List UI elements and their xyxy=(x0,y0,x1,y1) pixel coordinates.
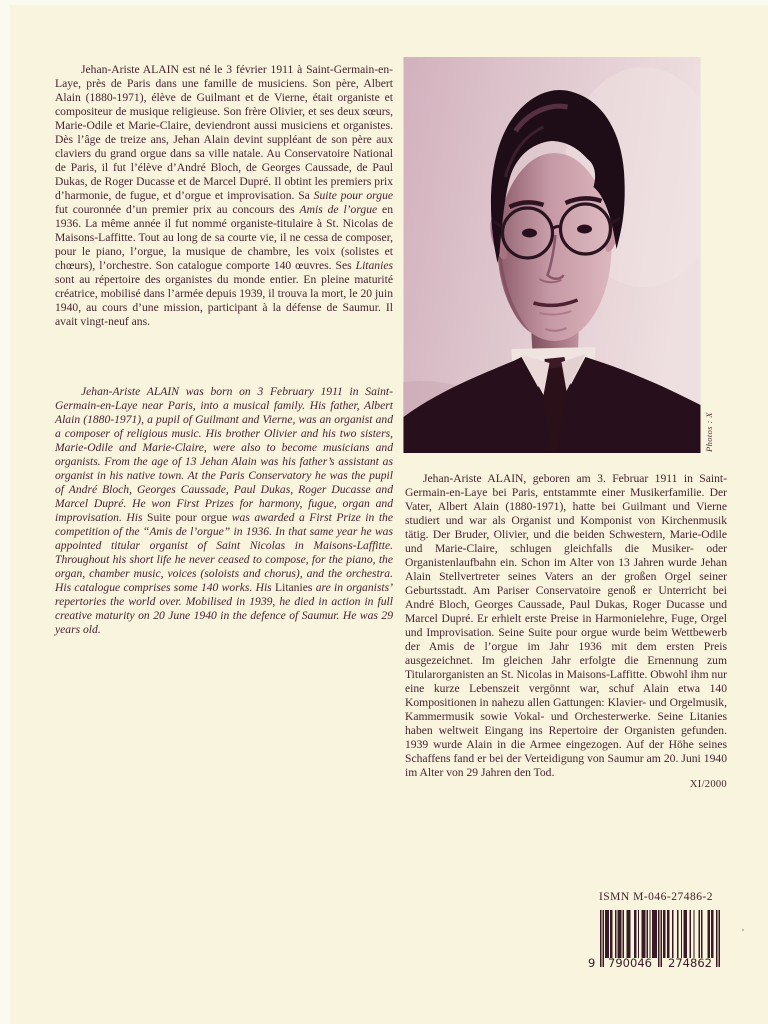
bio-paragraph-french: Jehan-Ariste ALAIN est né le 3 février 1911 à Saint-Germain-en-Laye, près de Paris dans une famille de musiciens. Son père, Albert Alain (1880-1971), élève de Guilmant et de Vierne, était organiste et compositeur de musique religieuse. Son frère Olivier, et ses deux sœurs, Marie-Odile et Marie-Claire, deviendront aussi musiciens et organistes. Dès l’âge de treize ans, Jehan Alain devint suppléant de son père aux claviers du grand orgue dans sa ville natale. Au Conservatoire National de Paris, il fut l’élève d’André Bloch, de Georges Caussade, de Paul Dukas, de Roger Ducasse et de Marcel Dupré. Il obtint les premiers prix d’harmonie, de fugue, et d’orgue et improvisation. Sa Suite pour orgue fut couronnée d’un premier prix au concours des Amis de l’orgue en 1936. La même année il fut nommé organiste-titulaire à St. Nicolas de Maisons-Laffitte. Tout au long de sa courte vie, il ne cessa de composer, pour le piano, l’orgue, la musique de chambre, les voix (solistes et chœurs), l’orchestre. Son catalogue comporte 140 œuvres. Ses Litanies sont au répertoire des organistes du monde entier. En pleine maturité créatrice, mobilisé dans l’armée depuis 1939, il trouva la mort, le 20 juin 1940, au cours d’une mission, participant à la défense de Saumur. Il avait vingt-neuf ans. xyxy=(55,62,394,328)
scan-edge-top xyxy=(0,0,768,5)
photo-credit: Photos : X xyxy=(704,412,714,452)
ismn-number: ISMN M-046-27486-2 xyxy=(598,891,714,903)
scan-edge-left xyxy=(0,0,10,1024)
barcode-digits-right: 274862 xyxy=(668,956,712,970)
ean-barcode xyxy=(588,910,728,984)
barcode-digit-system: 9 xyxy=(588,956,596,970)
barcode-digits-left: 790046 xyxy=(608,956,652,970)
scan-speck xyxy=(742,929,744,931)
portrait-photo xyxy=(403,57,701,453)
bio-paragraph-english: Jehan-Ariste ALAIN was born on 3 February 1911 in Saint-Germain-en-Laye near Paris, into a musical family. His father, Albert Alain (1880-1971), a pupil of Guilmant and Vierne, was an organist and a composer of religious music. His brother Olivier and his two sisters, Marie-Odile and Marie-Claire, were also to become musicians and organists. From the age of 13 Jehan Alain was his father’s assistant as organist in his native town. At the Paris Conservatory he was the pupil of André Bloch, Georges Caussade, Paul Dukas, Roger Ducasse and Marcel Dupré. He won First Prizes for harmony, fugue, organ and improvisation. His Suite pour orgue was awarded a First Prize in the competition of the “Amis de l’orgue” in 1936. In that same year he was appointed titular organist of Saint Nicolas in Maisons-Laffitte. Throughout his short life he never ceased to compose, for the piano, the organ, chamber music, voices (soloists and chorus), and the orchestra. His catalogue comprises some 140 works. His Litanies are in organists’ repertories the world over. Mobilised in 1939, he died in action in full creative maturity on 20 June 1940 in the defence of Saumur. He was 29 years old. xyxy=(55,384,393,636)
bio-paragraph-german: Jehan-Ariste ALAIN, geboren am 3. Februar 1911 in Saint-Germain-en-Laye bei Paris, entstammte einer Musikerfamilie. Der Vater, Albert Alain (1880-1971), hatte bei Guilmant und Vierne studiert und war als Organist und Komponist von Kirchenmusik tätig. Der Bruder, Olivier, und die beiden Schwestern, Marie-Odile und Marie-Claire, schlugen gleichfalls die Musiker- oder Organistenlaufbahn ein. Schon im Alter von 13 Jahren wurde Jehan Alain Stellvertreter seines Vaters an der großen Orgel seiner Geburtsstadt. Am Pariser Conservatoire genoß er Unterricht bei André Bloch, Georges Caussade, Paul Dukas, Roger Ducasse und Marcel Dupré. Er erhielt erste Preise in Harmonielehre, Fuge, Orgel und Improvisation. Seine Suite pour orgue wurde beim Wettbewerb der Amis de l’orgue im Jahr 1936 mit dem ersten Preis ausgezeichnet. Im gleichen Jahr erfolgte die Ernennung zum Titularorganisten an St. Nicolas in Maisons-Laffitte. Obwohl ihm nur eine kurze Lebenszeit vergönnt war, schuf Alain etwa 140 Kompositionen in nahezu allen Gattungen: Klavier- und Orgelmusik, Kammermusik sowie Vokal- und Orchesterwerke. Seine Litanies haben weltweit Eingang ins Repertoire der Organisten gefunden. 1939 wurde Alain in die Armee eingezogen. Auf der Höhe seines Schaffens fand er bei der Verteidigung von Saumur am 20. Juni 1940 im Alter von 29 Jahren den Tod. xyxy=(405,471,727,779)
print-code: XI/2000 xyxy=(689,779,727,790)
